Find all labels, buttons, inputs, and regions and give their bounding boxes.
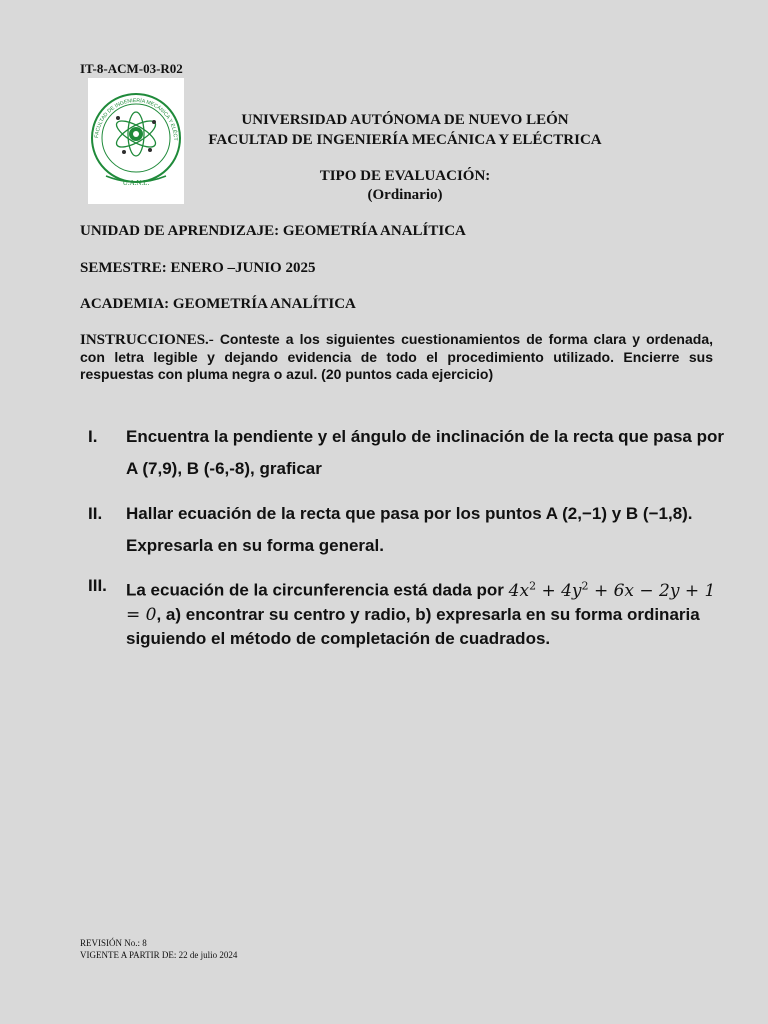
question-text-before: La ecuación de la circunferencia está dada por [126, 580, 509, 600]
university-name: UNIVERSIDAD AUTÓNOMA DE NUEVO LEÓN [241, 112, 569, 128]
question-text: Hallar ecuación de la recta que pasa por los puntos A (2,−1) y B (−1,8). Expresarla en su forma general. [126, 504, 693, 555]
evaluation-type-title: TIPO DE EVALUACIÓN: [319, 168, 491, 184]
evaluation-type-value: (Ordinario) [367, 187, 443, 203]
semester: SEMESTRE: ENERO –JUNIO 2025 [80, 260, 316, 276]
learning-unit: UNIDAD DE APRENDIZAJE: GEOMETRÍA ANALÍTICA [80, 223, 466, 239]
document-code: IT-8-ACM-03-R02 [80, 61, 183, 76]
question-number: I. [88, 427, 98, 446]
question-number: II. [88, 504, 103, 523]
academy: ACADEMIA: GEOMETRÍA ANALÍTICA [80, 296, 356, 312]
question-text: Encuentra la pendiente y el ángulo de inclinación de la recta que pasa por A (7,9), B (-6,-8), graficar [126, 427, 724, 478]
equation-term: + 6x − 2y + 1 = 0 [126, 580, 716, 625]
equation-term: + 4y [536, 580, 582, 601]
question-text [126, 574, 726, 650]
faculty-name: FACULTAD DE INGENIERÍA MECÁNICA Y ELÉCTRICA [208, 132, 602, 148]
revision-number: REVISIÓN No.: 8 [80, 938, 147, 948]
question-text-after: , a) encontrar su centro y radio, b) expresarla en su forma ordinaria siguiendo el método de completación de cuadrados. [126, 604, 700, 648]
effective-date: VIGENTE A PARTIR DE: 22 de julio 2024 [80, 950, 238, 960]
equation-exponent: 2 [529, 579, 537, 592]
svg-text:FACULTAD DE INGENIERÍA MECÁNIC: FACULTAD DE INGENIERÍA MECÁNICA Y ELÉCT [94, 97, 179, 141]
instructions [80, 331, 713, 383]
instructions-lead: INSTRUCCIONES.- [80, 332, 214, 348]
instructions-text: Conteste a los siguientes cuestionamientos de forma clara y ordenada, con letra legible y dejando evidencia de todo el procedimiento utilizado. Encierre sus respuestas con pluma negra o azul. (20 puntos cada ejercicio) [80, 331, 713, 382]
equation-term: 4x [508, 580, 530, 601]
question-number: III. [88, 576, 107, 595]
svg-text:U.A.N.L.: U.A.N.L. [122, 179, 150, 187]
equation-exponent: 2 [581, 579, 589, 592]
